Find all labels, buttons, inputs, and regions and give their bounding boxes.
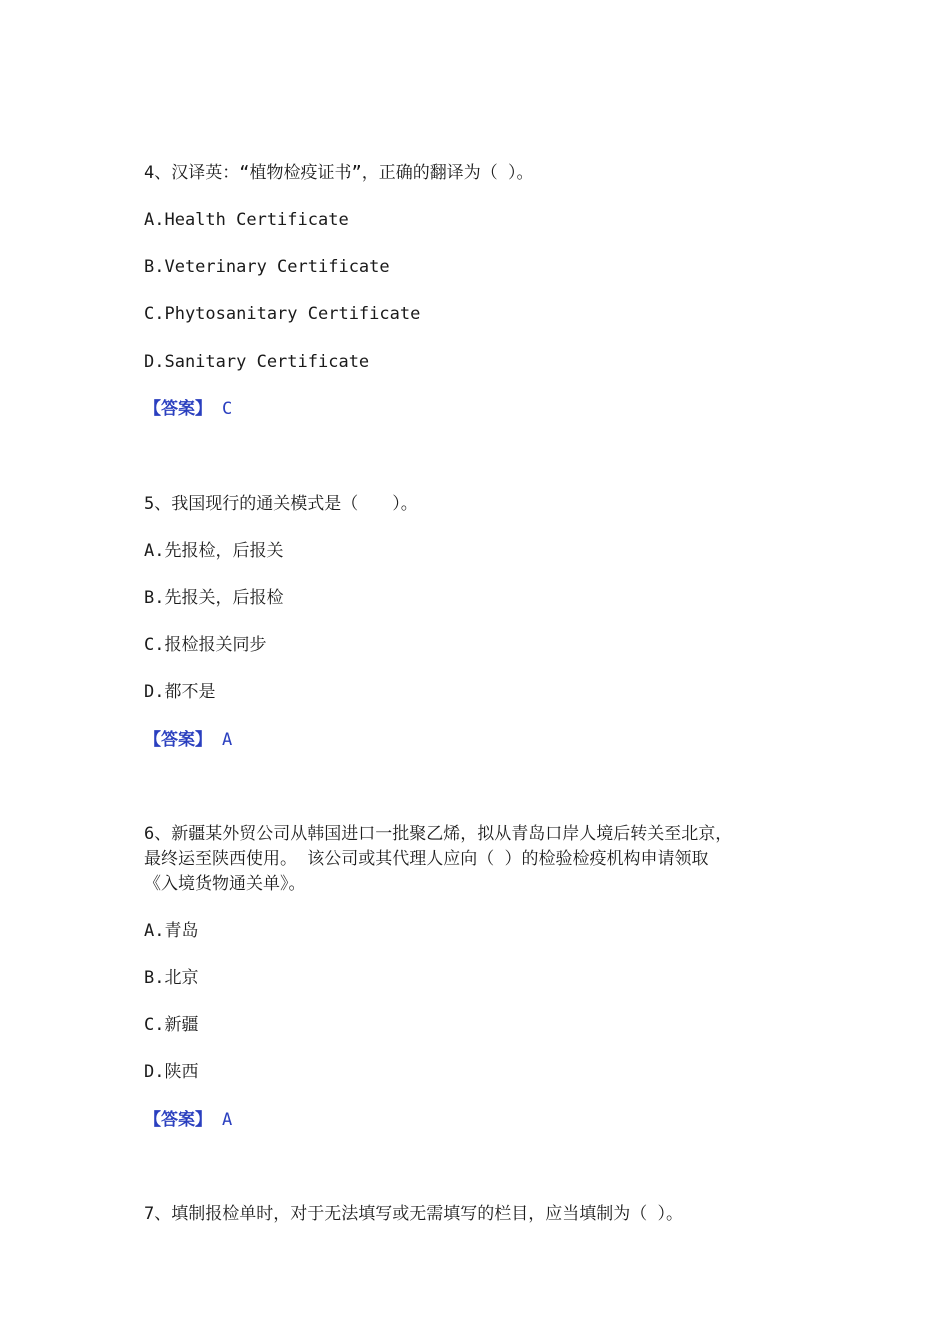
question-5-option-c: C.报检报关同步 <box>144 635 267 655</box>
question-4-option-b: B.Veterinary Certificate <box>144 257 390 277</box>
answer-label: 【答案】 <box>144 730 212 750</box>
answer-value: A <box>222 1110 233 1130</box>
answer-label: 【答案】 <box>144 1110 212 1130</box>
question-5-answer <box>144 729 232 751</box>
question-5-option-d: D.都不是 <box>144 682 216 702</box>
question-4-option-d: D.Sanitary Certificate <box>144 352 370 372</box>
answer-label: 【答案】 <box>144 399 212 419</box>
question-6-option-b: B.北京 <box>144 968 199 988</box>
question-4-answer <box>144 398 232 420</box>
question-6-option-c: C.新疆 <box>144 1015 199 1035</box>
question-6-option-a: A.青岛 <box>144 921 199 941</box>
question-4-option-c: C.Phytosanitary Certificate <box>144 304 421 324</box>
question-6-stem-line-1: 6、新疆某外贸公司从韩国进口一批聚乙烯，拟从青岛口岸人境后转关至北京， <box>144 824 733 844</box>
question-6-option-d: D.陕西 <box>144 1062 199 1082</box>
answer-value: C <box>222 399 233 419</box>
question-6-stem-line-3: 《入境货物通关单》。 <box>144 874 306 894</box>
answer-value: A <box>222 730 233 750</box>
question-5-option-b: B.先报关，后报检 <box>144 588 284 608</box>
question-6-stem-line-2: 最终运至陕西使用。 该公司或其代理人应向（ ）的检验检疫机构申请领取 <box>144 849 709 869</box>
question-6-answer <box>144 1109 232 1131</box>
question-5-stem: 5、我国现行的通关模式是（ ）。 <box>144 494 418 514</box>
question-7-stem: 7、填制报检单时，对于无法填写或无需填写的栏目，应当填制为（ ）。 <box>144 1204 683 1224</box>
question-5-option-a: A.先报检，后报关 <box>144 541 284 561</box>
question-4-option-a: A.Health Certificate <box>144 210 349 230</box>
question-4-stem: 4、汉译英：“植物检疫证书”，正确的翻译为（ ）。 <box>144 163 534 183</box>
